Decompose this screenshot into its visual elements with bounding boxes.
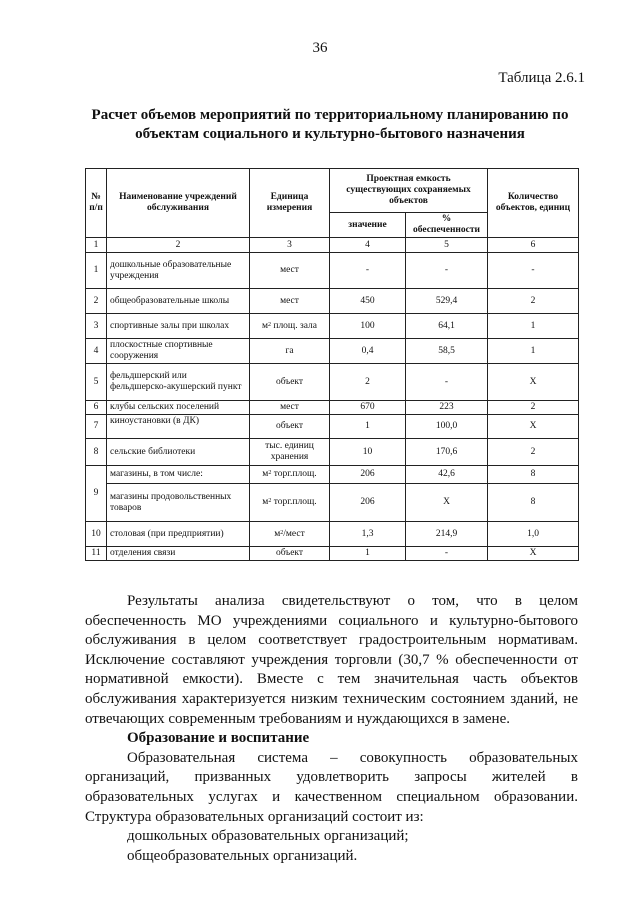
section-heading: Образование и воспитание [127, 730, 310, 747]
column-number: 6 [488, 238, 579, 253]
row-percent: - [406, 364, 488, 401]
table-row [86, 439, 579, 466]
row-count: 2 [488, 439, 579, 466]
row-value: 450 [330, 289, 406, 314]
row-num: 9 [86, 466, 107, 522]
table-row [86, 339, 579, 364]
row-unit: тыс. единиц хранения [250, 439, 330, 466]
facilities-table [85, 168, 579, 561]
row-count: Х [488, 415, 579, 439]
table-row [86, 364, 579, 401]
unit-text: м [262, 497, 269, 507]
unit-superscript: 2 [280, 529, 284, 536]
row-count: 1,0 [488, 522, 579, 547]
list-item: дошкольных образовательных организаций; [127, 828, 409, 845]
row-name: спортивные залы при школах [107, 314, 250, 339]
row-num: 10 [86, 522, 107, 547]
unit-text: торг.площ. [271, 469, 317, 479]
row-count: Х [488, 547, 579, 561]
row-unit [250, 466, 330, 484]
row-unit [250, 484, 330, 522]
row-value: 1 [330, 415, 406, 439]
row-value: 0,4 [330, 339, 406, 364]
list-item: общеобразовательных организаций. [127, 847, 358, 864]
education-paragraph: Образовательная система – совокупность образовательных организаций, призванных удовлетворить запросы жителей в образовательных услугах и качественном специальном образовании. Структура образовательных организаций состоит из: [85, 749, 578, 825]
row-unit [250, 522, 330, 547]
row-value: 206 [330, 484, 406, 522]
row-value: 1 [330, 547, 406, 561]
row-percent: 223 [406, 401, 488, 415]
table-row [86, 289, 579, 314]
row-count: - [488, 253, 579, 289]
row-count: 2 [488, 289, 579, 314]
row-num: 2 [86, 289, 107, 314]
row-count: 1 [488, 314, 579, 339]
row-name: киноустановки (в ДК) [107, 415, 250, 439]
row-name: плоскостные спортивные сооружения [107, 339, 250, 364]
row-name: столовая (при предприятии) [107, 522, 250, 547]
unit-text: торг.площ. [271, 497, 317, 507]
unit-text: площ. зала [270, 320, 318, 331]
header-name: Наименование учреждений обслуживания [107, 169, 250, 238]
row-num: 4 [86, 339, 107, 364]
row-num: 11 [86, 547, 107, 561]
row-unit: мест [250, 401, 330, 415]
row-name: фельдшерский или фельдшерско-акушерский пункт [107, 364, 250, 401]
column-number: 5 [406, 238, 488, 253]
title-line-1: Расчет объемов мероприятий по территориальному планированию по [91, 107, 569, 123]
table-row [86, 314, 579, 339]
row-percent: 58,5 [406, 339, 488, 364]
row-num: 8 [86, 439, 107, 466]
row-percent: 64,1 [406, 314, 488, 339]
row-count: 8 [488, 466, 579, 484]
row-unit: мест [250, 289, 330, 314]
table-caption: Таблица 2.6.1 [498, 70, 585, 86]
row-num: 6 [86, 401, 107, 415]
row-percent: 100,0 [406, 415, 488, 439]
page-number: 36 [312, 40, 328, 56]
table-row [86, 547, 579, 561]
column-number: 3 [250, 238, 330, 253]
analysis-paragraph: Результаты анализа свидетельствуют о том, что в целом обеспеченность МО учреждениями социального и культурно-бытового обслуживания в целом соответствует градостроительным нормативам. Исключение составляют учреждения торговли (30,7 % обеспеченности от нормативной емкости). Вместе с тем значительная часть объектов обслуживания характеризуется низким техническим состоянием зданий, не отвечающих современным требованиям и нуждающихся в замене. [85, 593, 578, 727]
row-count: 8 [488, 484, 579, 522]
row-unit: объект [250, 415, 330, 439]
row-count: 2 [488, 401, 579, 415]
row-num: 5 [86, 364, 107, 401]
row-num: 7 [86, 415, 107, 439]
row-value: - [330, 253, 406, 289]
row-percent: - [406, 253, 488, 289]
table-row [86, 401, 579, 415]
row-name: отделения связи [107, 547, 250, 561]
unit-superscript: 2 [268, 470, 272, 476]
column-number: 4 [330, 238, 406, 253]
header-count: Количество объектов, единиц [488, 169, 579, 238]
row-name: дошкольные образовательные учреждения [107, 253, 250, 289]
table-row [86, 522, 579, 547]
row-name: магазины, в том числе: [107, 466, 250, 484]
row-name: клубы сельских поселений [107, 401, 250, 415]
unit-text: м [261, 320, 268, 331]
unit-text: м [274, 528, 281, 539]
row-percent: 529,4 [406, 289, 488, 314]
row-value: 206 [330, 466, 406, 484]
row-unit: мест [250, 253, 330, 289]
row-name: общеобразовательные школы [107, 289, 250, 314]
row-num: 1 [86, 253, 107, 289]
row-count: Х [488, 364, 579, 401]
row-unit: га [250, 339, 330, 364]
unit-text: /мест [283, 528, 305, 539]
header-num: № п/п [86, 169, 107, 238]
column-number: 1 [86, 238, 107, 253]
table-row [86, 484, 579, 522]
row-value: 670 [330, 401, 406, 415]
row-count: 1 [488, 339, 579, 364]
row-num: 3 [86, 314, 107, 339]
body-text [85, 592, 578, 866]
document-title [60, 106, 600, 144]
title-line-2: объектам социального и культурно-бытового назначения [135, 126, 525, 142]
row-value: 2 [330, 364, 406, 401]
unit-text: м [262, 469, 269, 479]
column-number-row [86, 238, 579, 253]
row-name: магазины продовольственных товаров [107, 484, 250, 522]
row-percent: 214,9 [406, 522, 488, 547]
header-capacity: Проектная емкость существующих сохраняемых объектов [330, 169, 488, 213]
unit-superscript: 2 [268, 498, 272, 504]
row-percent: Х [406, 484, 488, 522]
table-row [86, 253, 579, 289]
header-percent: % обеспеченности [406, 213, 488, 238]
row-percent: 42,6 [406, 466, 488, 484]
row-value: 100 [330, 314, 406, 339]
column-number: 2 [107, 238, 250, 253]
row-unit: объект [250, 364, 330, 401]
unit-superscript: 2 [267, 321, 271, 328]
row-percent: 170,6 [406, 439, 488, 466]
row-percent: - [406, 547, 488, 561]
header-value: значение [330, 213, 406, 238]
row-value: 10 [330, 439, 406, 466]
table-row [86, 415, 579, 439]
row-unit: объект [250, 547, 330, 561]
row-value: 1,3 [330, 522, 406, 547]
row-unit [250, 314, 330, 339]
row-name: сельские библиотеки [107, 439, 250, 466]
table-row [86, 466, 579, 484]
header-unit: Единица измерения [250, 169, 330, 238]
